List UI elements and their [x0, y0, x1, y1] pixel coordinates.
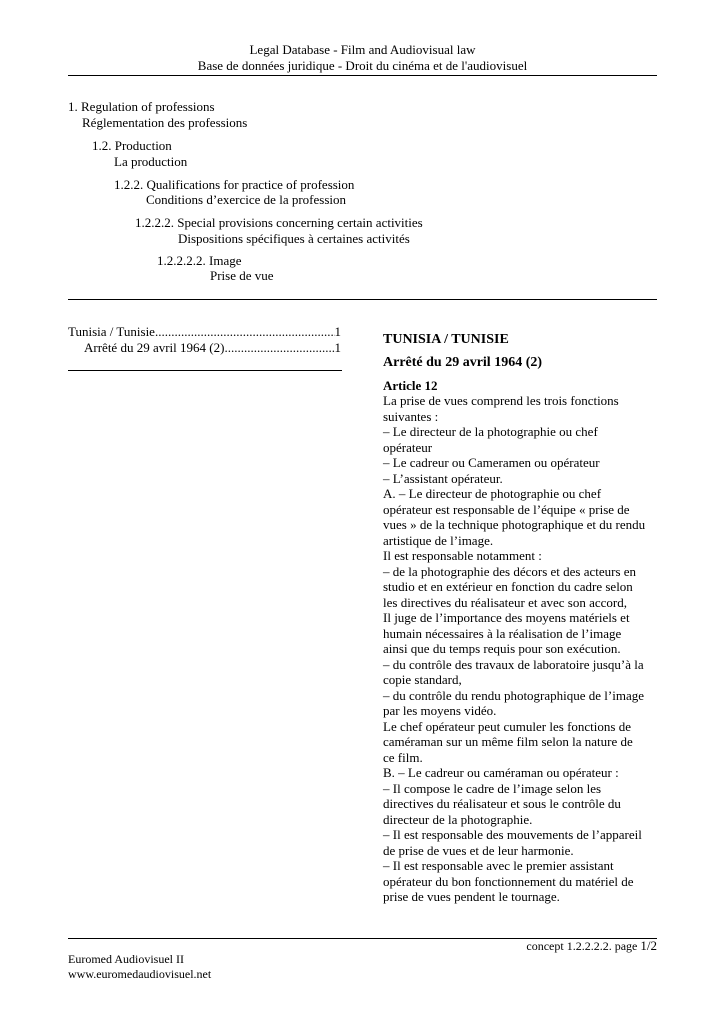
article-line: suivantes : — [383, 408, 439, 424]
index-entry-label: Tunisia / Tunisie — [68, 324, 155, 339]
header-title-en: Legal Database - Film and Audiovisual law — [249, 42, 476, 57]
article-line: – L’assistant opérateur. — [383, 470, 503, 486]
class-level2-fr: La production — [114, 154, 188, 169]
footer-website-link[interactable]: www.euromedaudiovisuel.net — [68, 967, 212, 981]
article-line: directives du réalisateur et sous le contrôle du — [383, 796, 621, 811]
article-line: copie standard, — [383, 672, 462, 687]
article-line: les directives du réalisateur et avec son accord, — [383, 594, 627, 610]
article-line: – Il est responsable avec le premier assistant — [383, 858, 614, 873]
article-line: Il juge de l’importance des moyens matériels et — [383, 610, 630, 625]
article-line: studio et en extérieur en fonction du cadre selon — [383, 579, 633, 594]
article-line: – Il est responsable des mouvements de l’appareil — [383, 827, 642, 842]
article-line: ce film. — [383, 749, 423, 765]
classification-rule — [68, 299, 657, 300]
article-line: Il est responsable notamment : — [383, 548, 542, 563]
article-line: humain nécessaires à la réalisation de l’image — [383, 625, 622, 641]
page-header — [68, 42, 657, 74]
article-line: – Il compose le cadre de l’image selon les — [383, 780, 602, 796]
index-entry-page: 1 — [334, 324, 341, 339]
class-level3-fr: Conditions d’exercice de la profession — [146, 192, 346, 207]
article-line: – Le directeur de la photographie ou chef — [383, 424, 598, 439]
article-line: opérateur du bon fonctionnement du matériel de — [383, 873, 634, 889]
header-rule — [68, 75, 657, 76]
index-entry-country[interactable] — [68, 324, 341, 340]
article-line: La prise de vues comprend les trois fonctions — [383, 393, 619, 408]
class-level5-en: 1.2.2.2.2. Image — [157, 253, 242, 268]
article-line: de prise de vues et de leur harmonie. — [383, 842, 574, 858]
class-level4-fr: Dispositions spécifiques à certaines activités — [178, 231, 410, 246]
article-line: – de la photographie des décors et des acteurs en — [383, 563, 637, 579]
country-heading: TUNISIA / TUNISIE — [383, 332, 509, 347]
article-line: par les moyens vidéo. — [383, 703, 497, 718]
article-heading: Article 12 — [383, 378, 438, 393]
index-leader-dots — [155, 324, 335, 340]
article-line: artistique de l’image. — [383, 532, 494, 548]
class-level3-en: 1.2.2. Qualifications for practice of profession — [114, 177, 355, 192]
class-level5-fr: Prise de vue — [210, 268, 274, 283]
header-title-fr: Base de données juridique - Droit du cinéma et de l'audiovisuel — [197, 58, 528, 73]
class-level1-fr: Réglementation des professions — [82, 115, 248, 130]
footer-publisher-block — [68, 952, 211, 982]
class-level1-en: 1. Regulation of professions — [68, 99, 215, 114]
article-line: – du contrôle des travaux de laboratoire jusqu’à la — [383, 656, 644, 672]
article-line: directeur de la photographie. — [383, 811, 533, 827]
footer-page-number: 1/2 — [640, 938, 657, 953]
article-line: caméraman sur un même film selon la nature de — [383, 734, 633, 749]
class-level2-en: 1.2. Production — [92, 138, 172, 153]
footer-concept: concept 1.2.2.2.2. page — [526, 939, 641, 953]
article-line: vues » de la technique photographique et du rendu — [383, 517, 646, 532]
footer-publisher: Euromed Audiovisuel II — [68, 952, 184, 966]
article-line: B. – Le cadreur ou caméraman ou opérateur : — [383, 765, 619, 780]
decree-heading: Arrêté du 29 avril 1964 (2) — [383, 355, 543, 370]
index-entry-decree[interactable] — [84, 340, 341, 356]
article-line: prise de vues pendent le tournage. — [383, 889, 560, 904]
class-level4-en: 1.2.2.2. Special provisions concerning certain activities — [135, 215, 423, 230]
index-entry-label: Arrêté du 29 avril 1964 (2) — [84, 340, 225, 355]
article-line: opérateur est responsable de l’équipe « prise de — [383, 501, 630, 517]
article-line: Le chef opérateur peut cumuler les fonctions de — [383, 718, 631, 734]
footer-page-info — [526, 938, 657, 954]
article-line: – du contrôle du rendu photographique de l’image — [383, 687, 645, 703]
article-line: opérateur — [383, 439, 433, 455]
index-rule — [68, 370, 342, 371]
article-line: A. – Le directeur de photographie ou chef — [383, 486, 602, 501]
index-leader-dots — [224, 340, 334, 356]
index-entry-page: 1 — [334, 340, 341, 355]
article-line: – Le cadreur ou Cameramen ou opérateur — [383, 455, 600, 470]
article-line: ainsi que du temps requis pour son exécution. — [383, 641, 621, 656]
article-body — [383, 393, 658, 905]
